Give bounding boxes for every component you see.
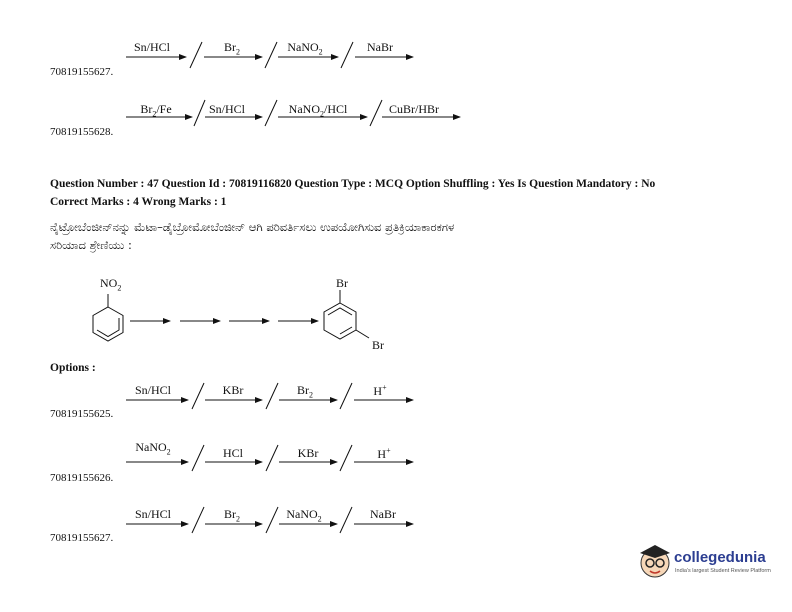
options-label: Options : (50, 362, 96, 374)
option1-step3: $Br_2$ (297, 383, 313, 400)
option2-slash-3 (340, 445, 352, 471)
option1-step1: Sn/HCl (134, 383, 171, 397)
question-meta: Question Number : 47 Question Id : 70819116820 Question Type : MCQ Option Shuffling : Yes Is Question Mandatory : No (50, 178, 656, 190)
scheme2-slash-3 (370, 100, 382, 126)
scheme1-step4: NaBr (367, 40, 393, 54)
scheme1-step3: NaNO$_2$ (287, 40, 323, 57)
scheme1-slash-2 (265, 42, 277, 68)
option1-slash-2 (266, 383, 278, 409)
option1-slash-3 (340, 383, 352, 409)
scheme1-slash-1 (190, 42, 202, 68)
option2-step3: KBr (297, 446, 319, 460)
collegedunia-logo-name: collegedunia (674, 549, 766, 566)
option2-step4: H+ (377, 446, 391, 461)
option3-slash-1 (192, 507, 204, 533)
collegedunia-mascot-icon (640, 545, 670, 577)
scheme2-step2: Sn/HCl (208, 102, 245, 116)
product-br-side-label: Br (372, 338, 384, 352)
scheme1-step2: $Br_2$ (224, 40, 240, 57)
option3-slash-2 (266, 507, 278, 533)
option1-id: 70819155625. (50, 408, 114, 420)
option2-slash-2 (266, 445, 278, 471)
option2-slash-1 (192, 445, 204, 471)
reactant-no2-label: $NO_2$ (100, 276, 122, 293)
scheme2-id: 70819155628. (50, 126, 114, 138)
nitrobenzene-inner-bonds (97, 318, 119, 337)
dibromobenzene-inner-bonds (328, 308, 352, 315)
option1-step4: H+ (373, 383, 387, 398)
scheme2-step4: CuBr/HBr (388, 102, 439, 116)
collegedunia-logo-tagline: India's largest Student Review Platform (675, 568, 771, 574)
scheme2-step3: NaNO$_2$/HCl (288, 102, 348, 119)
option3-id: 70819155627. (50, 532, 114, 544)
option2-step1: NaNO$_2$ (135, 440, 171, 457)
scheme2-slash-1 (194, 100, 205, 126)
option3-step4: NaBr (370, 507, 396, 521)
option1-step2: KBr (222, 383, 244, 397)
scheme1-step1: Sn/HCl (133, 40, 170, 54)
option1-slash-1 (192, 383, 204, 409)
option3-step1: Sn/HCl (134, 507, 171, 521)
scheme1-slash-3 (341, 42, 353, 68)
dibromobenzene-br-side-bond (356, 330, 369, 338)
question-text-line1: ನೈಟ್ರೋಬೆಂಜೀನ್‌ನನ್ನು ಮೆಟಾ–ಡೈಬ್ರೋಮೋಬೆಂಜೀನ್ ಆಗಿ ಪರಿವರ್ತಿಸಲು ಉಪಯೋಗಿಸುವ ಪ್ರತಿಕ್ರಿಯಾಕಾರಕಗಳ (50, 220, 455, 234)
scheme1-id: 70819155627. (50, 66, 114, 78)
scheme2-slash-2 (265, 100, 277, 126)
option3-slash-3 (340, 507, 352, 533)
question-text-line2: ಸರಿಯಾದ ಶ್ರೇಣಿಯು : (50, 238, 132, 252)
product-br-top-label: Br (336, 276, 348, 290)
option2-step2: HCl (222, 446, 243, 460)
option3-step2: $Br_2$ (224, 507, 240, 524)
question-marks: Correct Marks : 4 Wrong Marks : 1 (50, 196, 227, 208)
option2-id: 70819155626. (50, 472, 114, 484)
option3-step3: NaNO$_2$ (286, 507, 322, 524)
scheme2-step1: $Br_2/Fe$ (140, 102, 172, 119)
